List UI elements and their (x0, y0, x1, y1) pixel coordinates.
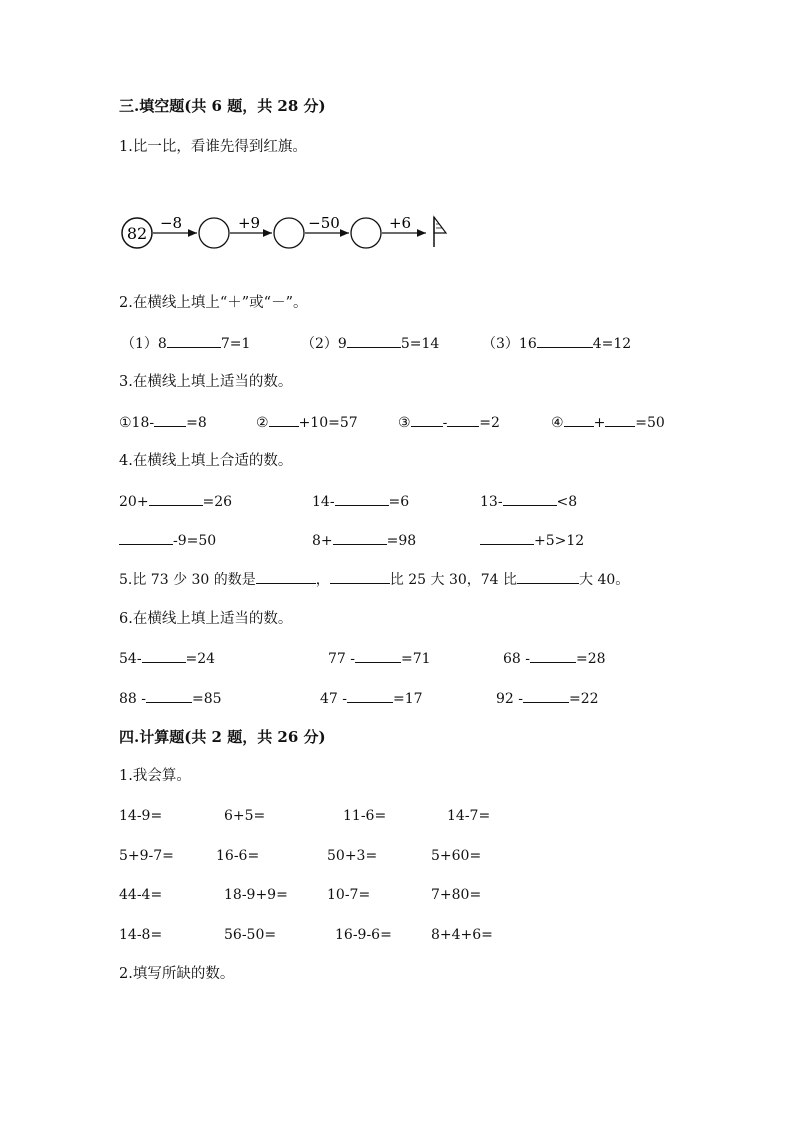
q6-item-5: 47 - =17 (320, 688, 423, 709)
red-flag-icon (434, 217, 446, 247)
q6-item-4: 88 - =85 (119, 688, 222, 709)
q5-blank-1[interactable] (256, 569, 316, 584)
q3-blank-4b[interactable] (605, 412, 635, 427)
calc-item: 14-8= (119, 927, 163, 943)
calc-item: 14-9= (119, 808, 163, 824)
q2-blank-2[interactable] (347, 333, 401, 348)
q4-blank-1[interactable] (149, 491, 203, 506)
section-3-title: 三.填空题(共 6 题，共 28 分) (119, 97, 326, 115)
q3-item-1: ①18- =8 (119, 412, 207, 433)
answer-circle-3[interactable] (351, 218, 381, 248)
answer-circle-1[interactable] (199, 218, 229, 248)
calc-item: 56-50= (224, 927, 277, 943)
question-3-prompt: 3.在横线上填上适当的数。 (119, 374, 293, 390)
calc-item: 8+4+6= (431, 927, 493, 943)
q3-blank-3a[interactable] (411, 412, 443, 427)
calc-item: 5+9-7= (119, 848, 174, 864)
section-4-title: 四.计算题(共 2 题，共 26 分) (119, 728, 326, 746)
q2-item-2: （2）9 5=14 (301, 333, 439, 354)
question-1-prompt: 1.比一比，看谁先得到红旗。 (119, 139, 307, 155)
question-5: 5.比 73 少 30 的数是 ， 比 25 大 30，74 比 大 40。 (119, 569, 629, 590)
calc-item: 11-6= (343, 808, 387, 824)
calc-item: 14-7= (447, 808, 491, 824)
question-2-prompt: 2.在横线上填上“＋”或“－”。 (119, 295, 308, 311)
q3-item-3: ③ - =2 (398, 412, 500, 433)
answer-circle-2[interactable] (274, 218, 304, 248)
q2-item-3: （3）16 4=12 (482, 333, 631, 354)
q6-item-6: 92 - =22 (496, 688, 599, 709)
op-1: −8 (159, 214, 183, 232)
q4-blank-4[interactable] (119, 530, 173, 545)
start-number: 82 (126, 224, 148, 243)
q3-item-2: ② +10=57 (256, 412, 358, 433)
q4-item-1: 20+ =26 (119, 491, 232, 512)
question-4-prompt: 4.在横线上填上合适的数。 (119, 453, 293, 469)
q5-blank-2[interactable] (330, 569, 390, 584)
q4-item-4: -9=50 (119, 530, 216, 551)
q6-blank-6[interactable] (523, 688, 569, 703)
q2-blank-3[interactable] (537, 333, 593, 348)
calc-item: 10-7= (327, 887, 371, 903)
calc-item: 7+80= (431, 887, 482, 903)
q4-item-2: 14- =6 (312, 491, 409, 512)
calc-item: 6+5= (224, 808, 266, 824)
question-6-prompt: 6.在横线上填上适当的数。 (119, 611, 293, 627)
calc-item: 16-9-6= (335, 927, 392, 943)
q3-blank-3b[interactable] (447, 412, 479, 427)
q6-blank-5[interactable] (347, 688, 393, 703)
q6-blank-3[interactable] (530, 648, 576, 663)
calc-item: 5+60= (431, 848, 482, 864)
q4-blank-6[interactable] (480, 530, 534, 545)
q6-blank-2[interactable] (355, 648, 401, 663)
q4-item-3: 13- <8 (480, 491, 577, 512)
q6-blank-4[interactable] (146, 688, 192, 703)
q3-blank-1[interactable] (154, 412, 186, 427)
q4-blank-5[interactable] (333, 530, 387, 545)
op-2: +9 (237, 214, 261, 232)
op-4: +6 (388, 214, 412, 232)
q4-item-5: 8+ =98 (312, 530, 416, 551)
q4-blank-3[interactable] (503, 491, 557, 506)
q2-blank-1[interactable] (167, 333, 221, 348)
calc-item: 50+3= (327, 848, 378, 864)
op-3: −50 (308, 214, 340, 232)
q3-item-4: ④ + =50 (551, 412, 665, 433)
calc-item: 18-9+9= (224, 887, 288, 903)
q3-blank-4a[interactable] (564, 412, 594, 427)
number-chain-diagram (118, 208, 454, 252)
calc-item: 44-4= (119, 887, 163, 903)
q6-item-2: 77 - =71 (328, 648, 431, 669)
calc-question-1-prompt: 1.我会算。 (119, 768, 191, 784)
q6-item-1: 54- =24 (119, 648, 215, 669)
calc-item: 16-6= (216, 848, 260, 864)
q5-blank-3[interactable] (517, 569, 579, 584)
calc-question-2-prompt: 2.填写所缺的数。 (119, 966, 235, 982)
q6-blank-1[interactable] (142, 648, 186, 663)
q4-item-6: +5>12 (480, 530, 584, 551)
q3-blank-2[interactable] (269, 412, 299, 427)
q6-item-3: 68 - =28 (503, 648, 606, 669)
q2-item-1: （1）8 7=1 (121, 333, 250, 354)
q4-blank-2[interactable] (335, 491, 389, 506)
